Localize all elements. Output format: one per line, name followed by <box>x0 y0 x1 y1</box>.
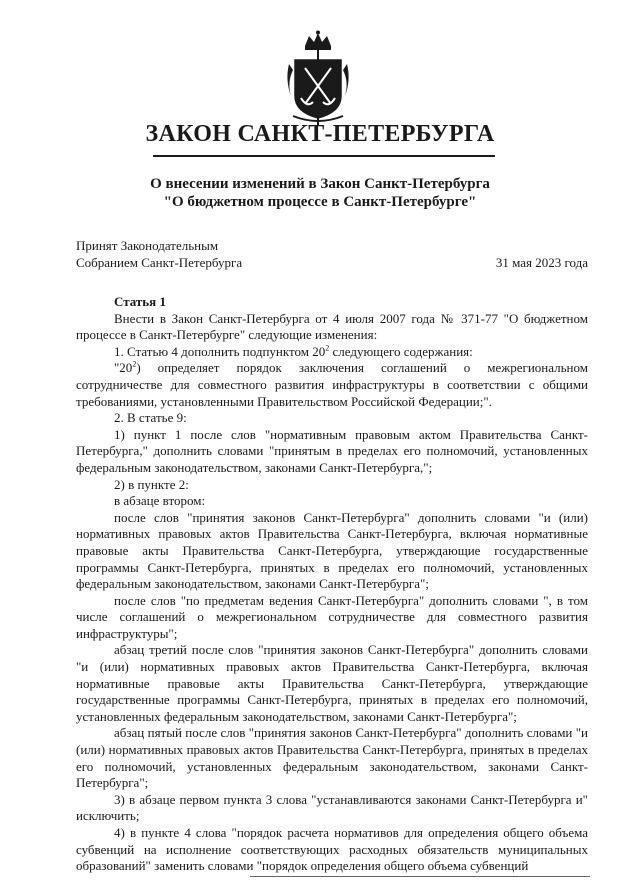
title-underline <box>153 155 495 157</box>
paragraph-second-heading: в абзаце втором: <box>114 493 206 509</box>
subtitle-line-2: "О бюджетном процессе в Санкт-Петербурге" <box>163 194 477 210</box>
article-intro: Внести в Закон Санкт-Петербурга от 4 июля 2007 года № 371-77 "О бюджетном процессе в Санкт-Петербурге" следующие изменения: <box>76 310 588 343</box>
paragraph-third-amendment: абзац третий после слов "принятия законов Санкт-Петербурга" дополнить словами "и (или) нормативных правовых актов Правительства Санкт-Петербурга, включая нормативные правовые акты Правительства Санкт-Петербурга, утверждающие государственные программы Санкт-Петербурга, принятых в пределах его полномочий, установленных федеральным законодательством, законами Санкт-Петербурга"; <box>76 642 588 724</box>
paragraph-amendment-1: после слов "принятия законов Санкт-Петербурга" дополнить словами "и (или) нормативных правовых актов Правительства Санкт-Петербурга, включая нормативные правовые акты Правительства Санкт-Петербурга, утверждающие государственные программы Санкт-Петербурга, принятых в пределах его полномочий, установленных федеральным законодательством, законами Санкт-Петербурга"; <box>76 509 588 592</box>
item-1-quote: "$20^2$) определяет порядок заключения соглашений о межрегиональном сотрудничестве для совместного развития инфраструктуры в соответствии с общими требованиями, установленными Правительством Российской Федерации;". <box>76 360 588 409</box>
subitem-2: 2) в пункте 2: <box>114 476 189 492</box>
article-heading: Статья 1 <box>114 294 166 309</box>
subtitle-line-1: О внесении изменений в Закон Санкт-Петербурга <box>150 176 490 192</box>
subitem-4: 4) в пункте 4 слова "порядок расчета нормативов для определения общего объема субвенций на исполнение соответствующих расходных обязательств муниципальных образований" заменить словами "порядок определения общего объема субвенций <box>76 825 588 874</box>
coat-of-arms-emblem <box>283 30 353 128</box>
paragraph-amendment-2: после слов "по предметам ведения Санкт-Петербурга" дополнить словами ", в том числе соглашений о межрегиональном сотрудничестве для совместного развития инфраструктуры"; <box>76 592 588 641</box>
adopted-by-line-1: Принят Законодательным <box>76 238 219 253</box>
law-body <box>76 294 588 875</box>
adoption-date: 31 мая 2023 года <box>495 255 588 270</box>
bottom-divider <box>250 876 590 877</box>
item-2: 2. В статье 9: <box>114 410 187 426</box>
paragraph-fifth-amendment: абзац пятый после слов "принятия законов Санкт-Петербурга" дополнить словами "и (или) нормативных правовых актов Правительства Санкт-Петербурга, принятых в пределах его полномочий, установленных федеральным законодательством, законами Санкт-Петербурга"; <box>76 725 588 791</box>
item-1: 1. Статью 4 дополнить подпунктом $20^2$ следующего содержания: <box>114 343 473 359</box>
law-title: ЗАКОН САНКТ-ПЕТЕРБУРГА <box>145 121 495 147</box>
subitem-1: 1) пункт 1 после слов "нормативным правовым актом Правительства Санкт-Петербурга," дополнить словами "принятым в пределах его полномочий, установленных федеральным законодательством, законами Санкт-Петербурга,"; <box>76 426 588 475</box>
adopted-by-line-2: Собранием Санкт-Петербурга <box>76 255 243 270</box>
subitem-3: 3) в абзаце первом пункта 3 слова "устанавливаются законами Санкт-Петербурга и" исключить; <box>76 791 588 824</box>
